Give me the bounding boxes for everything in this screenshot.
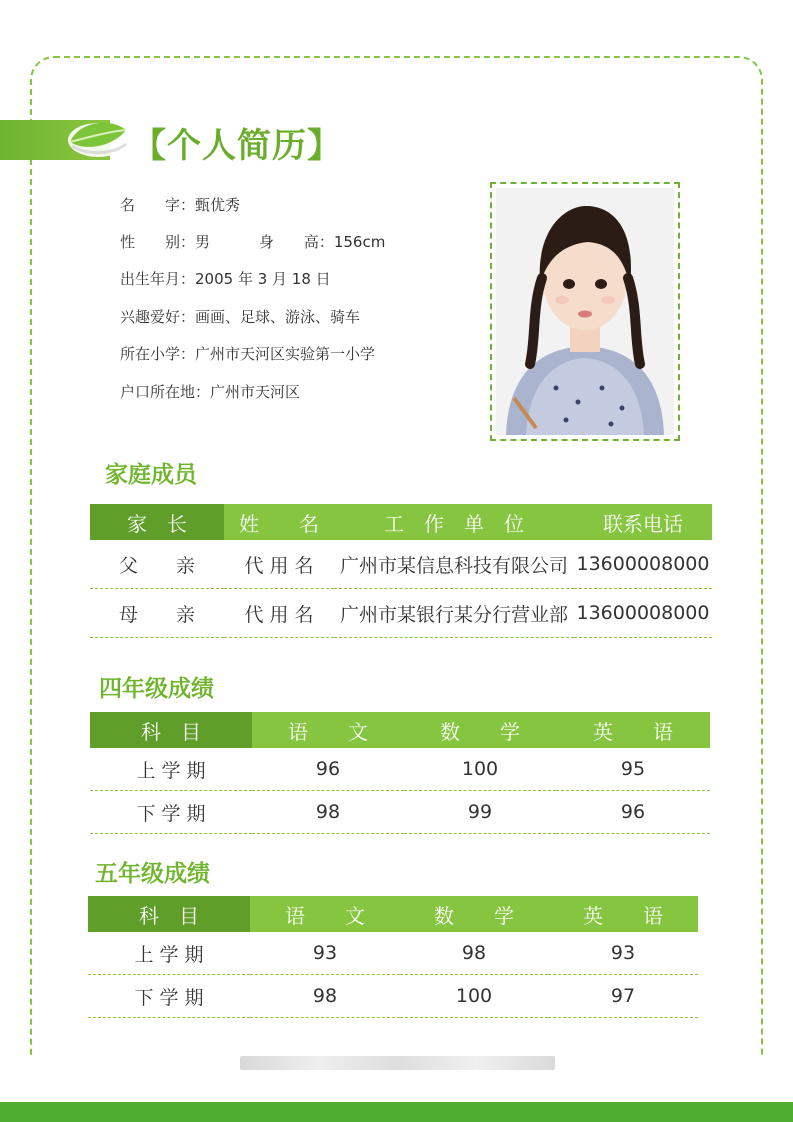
header-cell: 姓 名: [224, 504, 334, 540]
family-section-title: 家庭成员: [105, 462, 197, 488]
header-cell: 语 文: [250, 896, 400, 932]
table-cell: 93: [548, 932, 698, 975]
info-label: 所在小学：: [120, 345, 196, 363]
leaf-icon: [66, 116, 130, 160]
header-cell: 工 作 单 位: [334, 504, 574, 540]
table-row: [90, 748, 710, 791]
table-cell: 广州市某信息科技有限公司: [334, 540, 574, 589]
table-cell: 代 用 名: [224, 540, 334, 589]
table-cell: 98: [252, 791, 404, 834]
table-cell: 97: [548, 975, 698, 1018]
table-cell: 98: [250, 975, 400, 1018]
info-value: 男: [195, 233, 211, 251]
child-portrait-icon: [496, 188, 674, 435]
blurred-watermark: [240, 1056, 555, 1070]
info-label: 身 高：: [258, 233, 334, 251]
grade5-section-title: 五年级成绩: [95, 861, 210, 887]
table-cell: 上 学 期: [88, 932, 250, 975]
page-title: 【个人简历】: [132, 126, 342, 166]
table-cell: 96: [556, 791, 710, 834]
info-name: [120, 194, 240, 215]
table-cell: 代 用 名: [224, 589, 334, 638]
table-row: [88, 975, 698, 1018]
info-hobbies: [120, 306, 360, 327]
table-row: [90, 540, 712, 589]
table-cell: 100: [400, 975, 548, 1018]
table-cell: 100: [404, 748, 556, 791]
info-value: 甄优秀: [195, 196, 241, 214]
info-value: 2005 年 3 月 18 日: [195, 270, 331, 288]
header-cell: 数 学: [404, 712, 556, 748]
table-cell: 95: [556, 748, 710, 791]
info-hukou: [120, 381, 300, 402]
info-label: 名 字：: [120, 196, 196, 214]
photo-frame: [490, 182, 680, 441]
header-cell: 英 语: [548, 896, 698, 932]
table-cell: 13600008000: [574, 589, 712, 638]
grade4-table: [90, 712, 710, 834]
table-cell: 下 学 期: [90, 791, 252, 834]
profile-photo: [496, 188, 674, 435]
grade5-table: [88, 896, 698, 1018]
table-cell: 母 亲: [90, 589, 224, 638]
info-birth: [120, 268, 331, 289]
info-label: 兴趣爱好：: [120, 308, 196, 326]
header-cell: 数 学: [400, 896, 548, 932]
header-cell: 家 长: [90, 504, 224, 540]
table-row: [90, 589, 712, 638]
info-school: [120, 343, 375, 364]
table-cell: 父 亲: [90, 540, 224, 589]
table-header-row: [90, 504, 712, 540]
info-label: 出生年月：: [120, 270, 196, 288]
grade4-section-title: 四年级成绩: [99, 676, 214, 702]
table-cell: 98: [400, 932, 548, 975]
info-label: 性 别：: [120, 233, 196, 251]
table-cell: 96: [252, 748, 404, 791]
table-row: [88, 932, 698, 975]
table-cell: 上 学 期: [90, 748, 252, 791]
table-header-row: [88, 896, 698, 932]
header-cell: 科 目: [88, 896, 250, 932]
table-row: [90, 791, 710, 834]
table-cell: 广州市某银行某分行营业部: [334, 589, 574, 638]
info-value: 广州市天河区实验第一小学: [195, 345, 376, 363]
table-cell: 下 学 期: [88, 975, 250, 1018]
info-value: 广州市天河区: [210, 383, 301, 401]
table-cell: 13600008000: [574, 540, 712, 589]
header-cell: 语 文: [252, 712, 404, 748]
table-cell: 99: [404, 791, 556, 834]
header-cell: 科 目: [90, 712, 252, 748]
info-label: 户口所在地：: [120, 383, 211, 401]
info-gender-height: [120, 231, 385, 252]
header-cell: 英 语: [556, 712, 710, 748]
header-cell: 联系电话: [574, 504, 712, 540]
family-table: [90, 504, 712, 638]
info-value: 画画、足球、游泳、骑车: [195, 308, 361, 326]
footer-bar: [0, 1102, 793, 1122]
info-value: 156cm: [333, 233, 386, 251]
table-header-row: [90, 712, 710, 748]
table-cell: 93: [250, 932, 400, 975]
